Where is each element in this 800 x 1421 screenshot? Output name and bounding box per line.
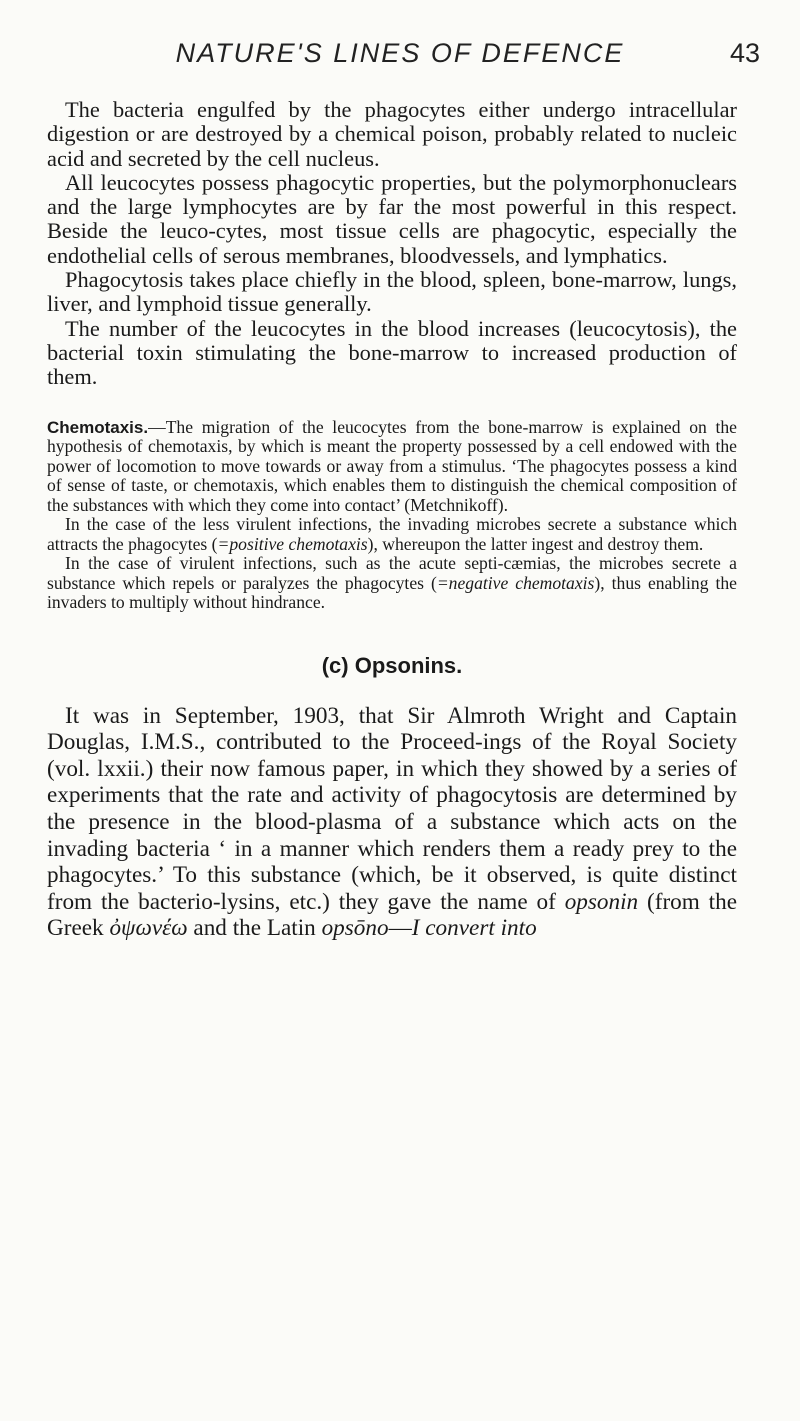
negative-chemotaxis-term: =negative chemotaxis [436, 572, 595, 593]
text-run: It was in September, 1903, that Sir Almroth Wright and Captain Douglas, I.M.S., contributed to the Proceed-ings of the Royal Society (vol. lxxii.) their now famous paper, in which they showed by a series of experiments that the rate and activity of phagocytosis are determined by the presence in the blood-plasma of a substance which acts on the invading bacteria ‘ in a manner which renders them a ready prey to the phagocytes.’ To this substance (which, be it observed, is quite distinct from the bacterio-lysins, etc.) they gave the name of [47, 702, 737, 915]
paragraph-leucocytes-phagocytic: All leucocytes possess phagocytic properties, but the polymorphonuclears and the large lymphocytes are by far the most powerful in this respect. Beside the leuco-cytes, most tissue cells are phagocytic, especially the endothelial cells of serous membranes, bloodvessels, and lymphatics. [47, 169, 737, 268]
latin-translation: I convert into [411, 915, 537, 942]
page-body [47, 98, 737, 942]
text-run: (from the Greek [47, 888, 737, 942]
paragraph-bacteria-digestion: The bacteria engulfed by the phagocytes either undergo intracellular digestion or are destroyed by a chemical poison, probably related to nucleic acid and secreted by the cell nucleus. [47, 97, 737, 171]
greek-word: ὀψωνέω [109, 915, 188, 942]
paragraph-phagocytosis-sites: Phagocytosis takes place chiefly in the blood, spleen, bone-marrow, lungs, liver, and lymphoid tissue generally. [47, 267, 737, 317]
text-run: and the Latin [187, 915, 322, 942]
text-run: — [388, 915, 412, 942]
text-run: ), thus enabling the invaders to multiply without hindrance. [47, 572, 737, 613]
chemotaxis-paragraph-definition [47, 418, 737, 516]
chemotaxis-paragraph-positive [47, 515, 737, 554]
chemotaxis-section [47, 418, 737, 613]
main-paragraphs [47, 98, 737, 390]
positive-chemotaxis-term: =positive chemotaxis [217, 533, 368, 554]
chemotaxis-definition-text: —The migration of the leucocytes from the bone-marrow is explained on the hypothesis of chemotaxis, by which is meant the property possessed by a cell endowed with the power of locomotion to move towards or away from a stimulus. ‘The phagocytes possess a kind of sense of taste, or chemotaxis, which enables them to distinguish the chemical composition of the substances with which they come into contact’ (Metchnikoff). [47, 416, 737, 515]
text-run: ), whereupon the latter ingest and destroy them. [367, 533, 704, 554]
text-run: In the case of the less virulent infections, the invading microbes secrete a substance which attracts the phagocytes ( [47, 514, 737, 554]
text-run: In the case of virulent infections, such as the acute septi-cæmias, the microbes secrete a substance which repels or paralyzes the phagocytes ( [47, 553, 737, 593]
opsonin-term: opsonin [564, 888, 639, 915]
paragraph-leucocytosis: The number of the leucocytes in the blood increases (leucocytosis), the bacterial toxin stimulating the bone-marrow to increased production of them. [47, 315, 737, 390]
running-title: NATURE'S LINES OF DEFENCE [175, 38, 625, 68]
chemotaxis-heading: Chemotaxis. [47, 417, 149, 437]
opsonins-paragraph [47, 703, 737, 942]
opsonins-section [47, 703, 737, 942]
latin-word: opsōno [321, 915, 389, 942]
opsonins-heading: (c) Opsonins. [321, 652, 463, 678]
running-head [40, 38, 760, 78]
chemotaxis-paragraph-negative [47, 554, 737, 613]
page-number: 43 [729, 38, 760, 68]
